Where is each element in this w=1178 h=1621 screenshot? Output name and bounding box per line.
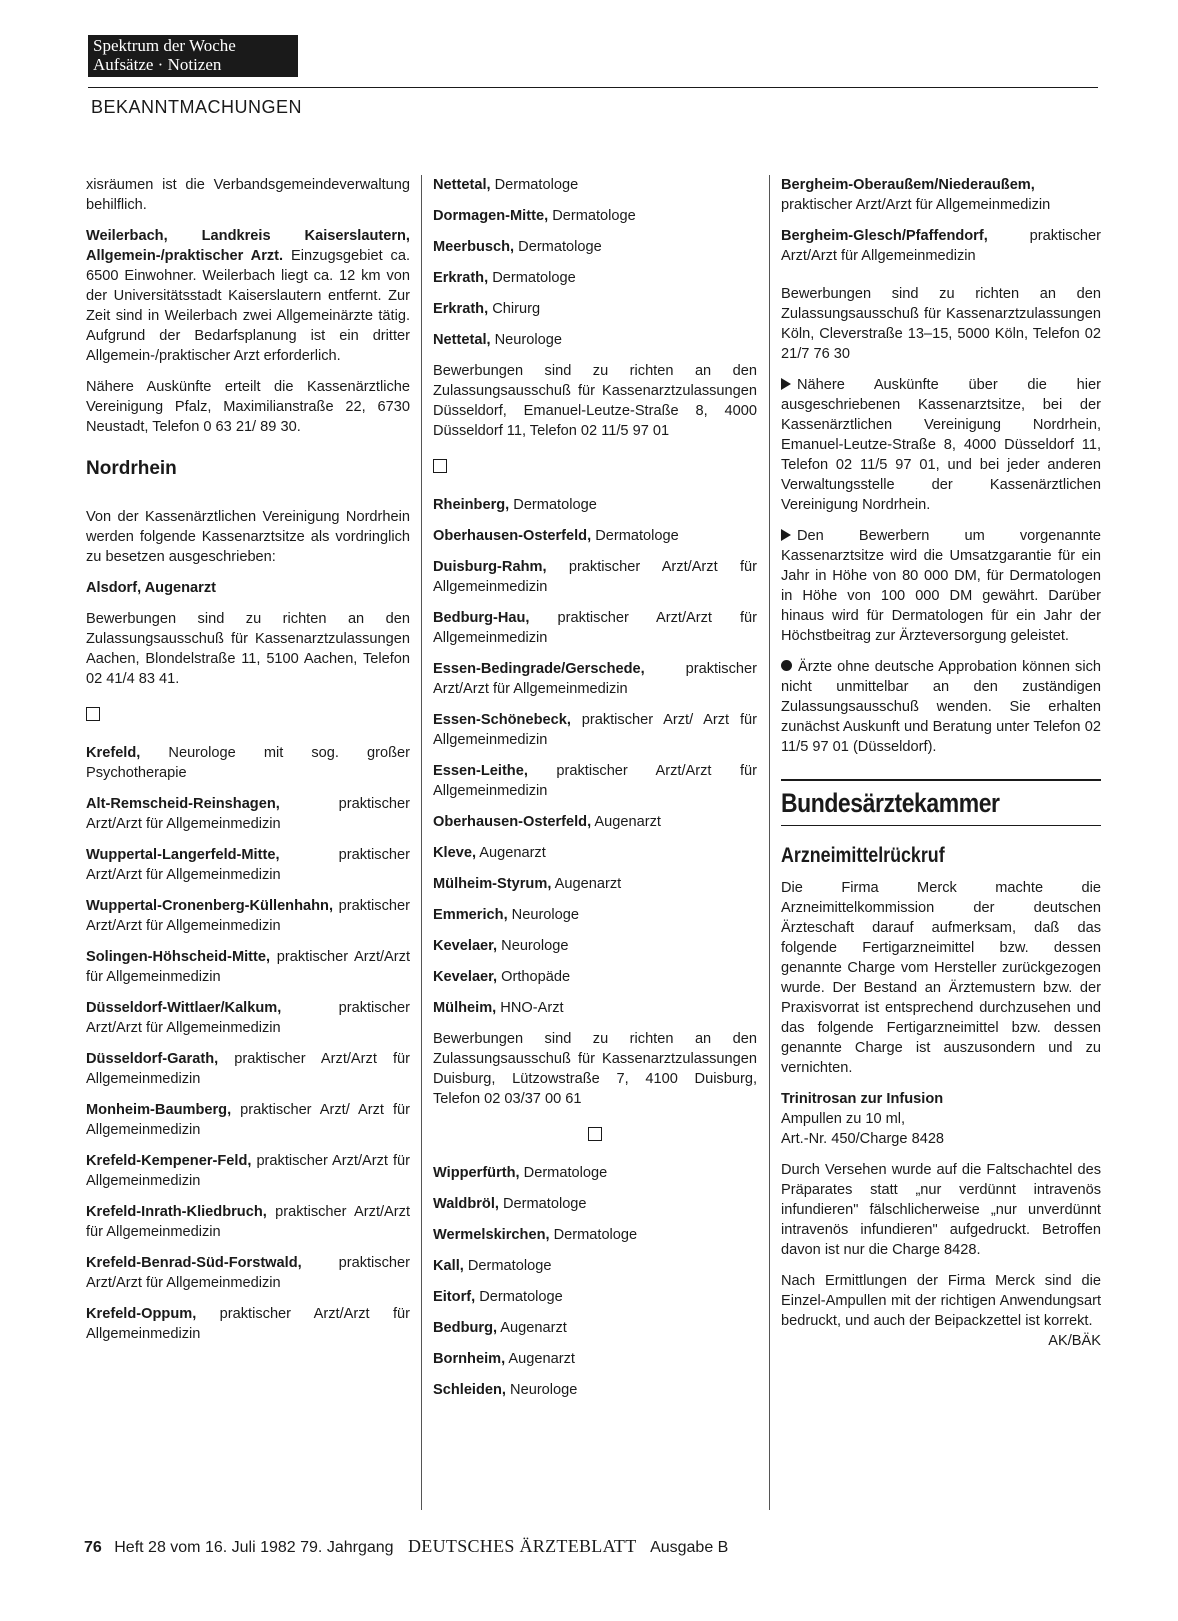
page-number: 76 [84,1539,102,1556]
place-name: Bedburg, [433,1320,498,1336]
place-name: Krefeld-Kempener-Feld, [86,1153,252,1169]
place-name: Duisburg-Rahm, [433,559,547,575]
listing-item [86,1202,410,1242]
specialty: praktischer Arzt/Arzt für Allgemeinmedizin [86,1051,410,1087]
specialty: praktischer Arzt/Arzt für Allgemeinmedizin [86,1255,410,1291]
listing-item [433,761,757,801]
journal-name: DEUTSCHES ÄRZTEBLATT [408,1536,637,1556]
column-3 [781,175,1101,1351]
specialty: praktischer Arzt/Arzt für Allgemeinmedizin [86,949,410,985]
info-note [781,375,1101,515]
specialty: praktischer Arzt/Arzt für Allgemeinmedizin [86,1306,410,1342]
listing-item [433,299,757,319]
place-name: Mülheim, [433,1000,497,1016]
issue-info: Heft 28 vom 16. Juli 1982 79. Jahrgang [114,1539,394,1556]
listing-item [86,1253,410,1293]
listing-item [781,226,1101,266]
place-name: Kevelaer, [433,969,498,985]
listing-item [433,710,757,750]
specialty: Neurologe mit sog. großer Psychotherapie [86,745,410,781]
paragraph: Nähere Auskünfte erteilt die Kassenärztliche Vereinigung Pfalz, Maximilianstraße 22, 6730 Neustadt, Telefon 0 63 21/ 89 30. [86,379,410,435]
paragraph-final [781,1271,1101,1349]
listing-item [433,936,757,956]
place-name: Wuppertal-Langerfeld-Mitte, [86,847,280,863]
place-name: Nettetal, [433,177,491,193]
specialty: Dermatologe [498,1196,587,1212]
specialty: Dermatologe [488,270,576,286]
place-name: Krefeld-Inrath-Kliedbruch, [86,1204,267,1220]
paragraph: xisräumen ist die Verbandsgemeindeverwaltung behilflich. [86,177,410,213]
column-divider-2 [769,175,770,1510]
listing-item [433,874,757,894]
specialty: praktischer Arzt/Arzt für Allgemeinmedizin [86,847,410,883]
listing-item [781,175,1101,215]
place-name: Nettetal, [433,332,491,348]
specialty: praktischer Arzt/Arzt für Allgemeinmedizin [781,228,1101,264]
place-name: Bergheim-Glesch/Pfaffendorf, [781,228,988,244]
specialty: Dermatologe [549,1227,638,1243]
drug-name [781,1089,1101,1109]
specialty: Augenarzt [476,845,546,861]
listing-item [86,794,410,834]
organization-heading: Bundesärztekammer [781,788,1000,818]
listing-item [433,1225,757,1245]
column-1 [86,175,410,1355]
column-2 [433,175,757,1411]
specialty: Neurologe [507,907,580,923]
separator-square-icon [433,459,447,473]
specialty: praktischer Arzt/ Arzt für Allgemeinmedizin [433,712,757,748]
note-text: Den Bewerbern um vorgenannte Kassenarztsitze wird die Umsatzgarantie für ein Jahr in Höhe von 80 000 DM, für Dermatologen in Höhe von 100 000 DM gewährt. Darüber hinaus wird für Dermatologen für ein Jahr der Höchstbeitrag zur Ärzteversorgung geleistet. [781,528,1101,644]
specialty: Dermatologe [519,1165,608,1181]
place-name: Düsseldorf-Garath, [86,1051,219,1067]
place-name: Weilerbach, Landkreis Kaiserslautern, Allgemein-/praktischer Arzt. [86,228,410,264]
specialty: Augenarzt [591,814,661,830]
separator-square-icon [588,1127,602,1141]
listing-item [86,896,410,936]
listing-item [433,1163,757,1183]
drug-package: Ampullen zu 10 ml, [781,1111,906,1127]
notice-text: Einzugsgebiet ca. 6500 Einwohner. Weilerbach liegt ca. 12 km von der Universitätsstadt Kaiserslautern entfernt. Zur Zeit sind in Weilerbach zwei Allgemeinärzte tätig. Aufgrund der Bedarfsplanung ist ein dritter Allgemein-/praktischer Arzt erforderlich. [86,248,410,364]
final-text: Nach Ermittlungen der Firma Merck sind die Einzel-Ampullen mit der richtigen Anwendungsart bedruckt, und auch der Beipackzettel ist korrekt. [781,1273,1101,1329]
arrow-right-icon [781,378,791,390]
place-name: Schleiden, [433,1382,506,1398]
bullet-dot-icon [781,660,792,671]
specialty: praktischer Arzt/Arzt für Allgemeinmedizin [433,661,757,697]
specialty: Neurologe [490,332,562,348]
place-name: Emmerich, [433,907,508,923]
place-name: Oberhausen-Osterfeld, [433,814,592,830]
specialty: praktischer Arzt/Arzt für Allgemeinmedizin [86,796,410,832]
signature: AK/BÄK [1048,1333,1101,1349]
place-name: Krefeld-Oppum, [86,1306,197,1322]
listing-item [433,998,757,1018]
listing-item [433,237,757,257]
weilerbach-notice [86,226,410,366]
listing-item [433,268,757,288]
edition: Ausgabe B [650,1539,729,1556]
place-name: Dormagen-Mitte, [433,208,549,224]
specialty: Dermatologe [548,208,636,224]
place-name: Kall, [433,1258,464,1274]
approbation-note [781,657,1101,757]
listing-item [433,1194,757,1214]
specialty: Augenarzt [497,1320,567,1336]
place-name: Alt-Remscheid-Reinshagen, [86,796,280,812]
place-name: Waldbröl, [433,1196,499,1212]
place-name: Krefeld, [86,745,141,761]
masthead-line-2: Aufsätze · Notizen [93,55,222,74]
place-name: Erkrath, [433,301,489,317]
page-footer [84,1536,728,1557]
specialty: praktischer Arzt/Arzt für Allgemeinmedizin [433,610,757,646]
listing-item [433,1256,757,1276]
place-name: Essen-Schönebeck, [433,712,571,728]
listing-item [433,608,757,648]
place-name: Wuppertal-Cronenberg-Küllenhahn, [86,898,334,914]
specialty: Augenarzt [505,1351,575,1367]
listing-item [433,812,757,832]
specialty: Neurologe [506,1382,578,1398]
paragraph: Die Firma Merck machte die Arzneimittelkommission der deutschen Ärzteschaft darauf aufmerksam, daß das folgende Fertigarzneimittel bzw. dessen genannte Charge vom Hersteller zurückgezogen wurde. Der Bestand an Ärztemustern bzw. der Praxisvorrat ist entsprechend durchzusehen und das folgende Fertigarzneimittel bzw. dessen genannte Charge ist auszusondern und zu vernichten. [781,880,1101,1076]
specialty: praktischer Arzt/Arzt für Allgemeinmedizin [781,197,1051,213]
listing-group [433,495,757,1018]
place-name: Kevelaer, [433,938,498,954]
place-name: Krefeld-Benrad-Süd-Forstwald, [86,1255,302,1271]
place-name: Oberhausen-Osterfeld, [433,528,592,544]
separator-square-icon [86,707,100,721]
listing-item [86,1151,410,1191]
section-rule-thin [781,825,1101,826]
listing-item [433,175,757,195]
listing-item [433,1349,757,1369]
specialty: Augenarzt [551,876,622,892]
specialty: Dermatologe [490,177,579,193]
place-name: Essen-Bedingrade/Gerschede, [433,661,645,677]
listing-item [86,998,410,1038]
paragraph: Von der Kassenärztlichen Vereinigung Nordrhein werden folgende Kassenarztsitze als vordringlich zu besetzen ausgeschrieben: [86,509,410,565]
listing-item [433,330,757,350]
specialty: Dermatologe [463,1258,552,1274]
paragraph: Durch Versehen wurde auf die Faltschachtel des Präparates statt „nur verdünnt intravenös infundieren" fälschlicherweise „nur unverdünnt intravenös infundieren" aufgedruckt. Betroffen davon ist nur die Charge 8428. [781,1162,1101,1258]
place-name: Wipperfürth, [433,1165,520,1181]
specialty: Neurologe [497,938,569,954]
listing-group [433,175,757,350]
listing-item [433,206,757,226]
place-name: Alsdorf, Augenarzt [86,580,216,596]
listing-item [86,1304,410,1344]
specialty: praktischer Arzt/Arzt für Allgemeinmedizin [86,1000,410,1036]
place-name: Solingen-Höhscheid-Mitte, [86,949,271,965]
note-text: Nähere Auskünfte über die hier ausgeschriebenen Kassenarztsitze, bei der Kassenärztlichen Vereinigung Nordrhein, Emanuel-Leutze-Straße 8, 4000 Düsseldorf 11, Telefon 02 11/5 97 01, und bei jeder anderen Verwaltungsstelle der Kassenärztlichen Vereinigung Nordrhein. [781,377,1101,513]
place-name: Eitorf, [433,1289,476,1305]
listing-item [86,845,410,885]
listing-item [433,1287,757,1307]
listing-item [433,967,757,987]
specialty: Chirurg [488,301,541,317]
listing-item [433,1318,757,1338]
specialty: Orthopäde [497,969,571,985]
specialty: praktischer Arzt/Arzt für Allgemeinmedizin [86,1204,410,1240]
listing-item [433,557,757,597]
specialty: praktischer Arzt/Arzt für Allgemeinmedizin [433,559,757,595]
listing-item [433,1380,757,1400]
specialty: Dermatologe [591,528,679,544]
place-name: Kleve, [433,845,476,861]
section-rule [781,779,1101,781]
region-heading: Nordrhein [86,458,177,479]
masthead [88,35,298,77]
specialty: praktischer Arzt/ Arzt für Allgemeinmedizin [86,1102,410,1138]
application-address: Bewerbungen sind zu richten an den Zulassungsausschuß für Kassenarztzulassungen Köln, Cleverstraße 13–15, 5000 Köln, Telefon 02 21/7 76 30 [781,286,1101,362]
listing-title [86,578,410,598]
listing-item [433,495,757,515]
listing-item [433,905,757,925]
masthead-line-1: Spektrum der Woche [93,36,236,55]
specialty: praktischer Arzt/Arzt für Allgemeinmedizin [433,763,757,799]
application-address: Bewerbungen sind zu richten an den Zulassungsausschuß für Kassenarztzulassungen Duisburg, Lützowstraße 7, 4100 Duisburg, Telefon 02 03/37 00 61 [433,1031,757,1107]
listing-group [433,1163,757,1400]
note-text: Ärzte ohne deutsche Approbation können sich nicht unmittelbar an den zuständigen Zulassungsausschuß wenden. Sie erhalten zunächst Auskunft und Beratung unter Telefon 02 11/5 97 01 (Düsseldorf). [781,659,1101,755]
listing-item [433,526,757,546]
drug-name-text: Trinitrosan zur Infusion [781,1091,944,1107]
place-name: Erkrath, [433,270,489,286]
specialty: HNO-Arzt [496,1000,564,1016]
place-name: Essen-Leithe, [433,763,528,779]
listing-item [86,1049,410,1089]
specialty: Dermatologe [475,1289,563,1305]
arrow-right-icon [781,529,791,541]
place-name: Wermelskirchen, [433,1227,550,1243]
listing-group [86,743,410,1344]
article-heading: Arzneimittelrückruf [781,844,945,867]
place-name: Bergheim-Oberaußem/Niederaußem, [781,177,1035,193]
listing-item [86,743,410,783]
place-name: Mülheim-Styrum, [433,876,552,892]
specialty: praktischer Arzt/Arzt für Allgemeinmedizin [86,1153,410,1189]
listing-item [433,843,757,863]
specialty: praktischer Arzt/Arzt für Allgemeinmedizin [86,898,410,934]
section-label: BEKANNTMACHUNGEN [91,97,303,117]
place-name: Bedburg-Hau, [433,610,530,626]
application-address: Bewerbungen sind zu richten an den Zulassungsausschuß für Kassenarztzulassungen Aachen, Blondelstraße 11, 5100 Aachen, Telefon 02 41/4 83 41. [86,611,410,687]
place-name: Düsseldorf-Wittlaer/Kalkum, [86,1000,282,1016]
drug-batch: Art.-Nr. 450/Charge 8428 [781,1131,945,1147]
place-name: Monheim-Baumberg, [86,1102,232,1118]
application-address: Bewerbungen sind zu richten an den Zulassungsausschuß für Kassenarztzulassungen Düsseldorf, Emanuel-Leutze-Straße 8, 4000 Düsseldorf 11, Telefon 02 11/5 97 01 [433,363,757,439]
header-rule [88,87,1098,88]
listing-item [433,659,757,699]
guarantee-note [781,526,1101,646]
place-name: Meerbusch, [433,239,515,255]
specialty: Dermatologe [509,497,597,513]
listing-item [86,1100,410,1140]
column-divider-1 [421,175,422,1510]
specialty: Dermatologe [514,239,602,255]
listing-item [86,947,410,987]
place-name: Rheinberg, [433,497,510,513]
place-name: Bornheim, [433,1351,506,1367]
